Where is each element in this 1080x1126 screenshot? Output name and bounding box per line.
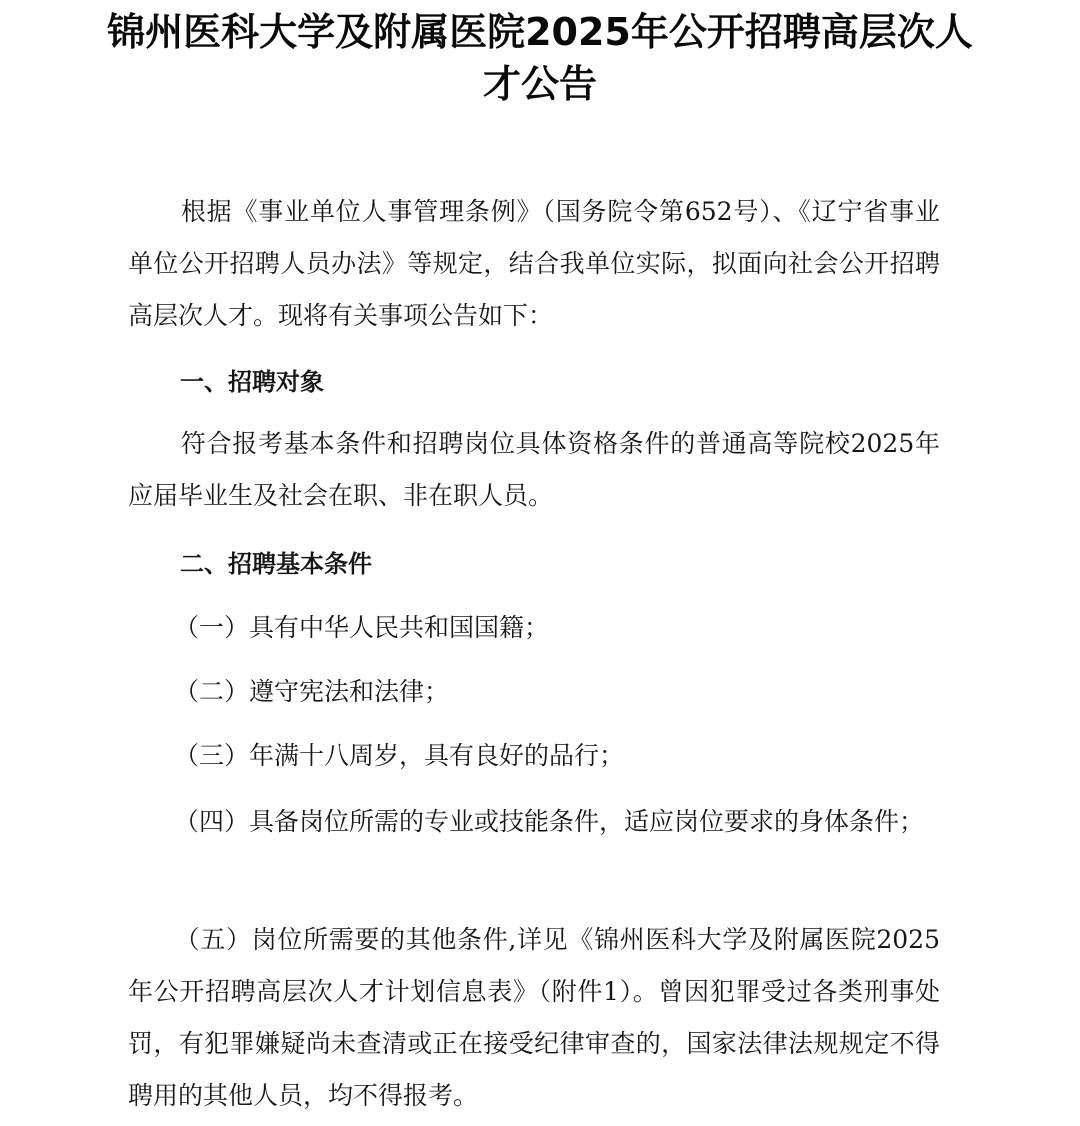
condition-item-4: [128, 796, 940, 848]
document-title-line-1: 锦州医科大学及附属医院2025年公开招聘高层次人: [107, 10, 973, 54]
recruitment-target-paragraph: [128, 418, 940, 522]
condition-item-3: [128, 730, 940, 782]
condition-item-1: [128, 602, 940, 654]
document-title-line-2: 才公告: [482, 62, 597, 106]
recruitment-target-text: 符合报考基本条件和招聘岗位具体资格条件的普通高等院校2025年应届毕业生及社会在职、非在职人员。: [128, 429, 940, 510]
condition-text-2: （二）遵守宪法和法律；: [174, 677, 450, 706]
intro-paragraph: [128, 186, 940, 342]
condition-text-4: （四）具备岗位所需的专业或技能条件，适应岗位要求的身体条件；: [174, 807, 925, 836]
section-heading-basic-conditions: 二、招聘基本条件: [180, 550, 372, 578]
condition-item-2: [128, 666, 940, 718]
condition-text-3: （三）年满十八周岁，具有良好的品行；: [174, 741, 625, 770]
condition-text-5: （五）岗位所需要的其他条件,详见《锦州医科大学及附属医院2025年公开招聘高层次人才计划信息表》（附件1）。曾因犯罪受过各类刑事处罚，有犯罪嫌疑尚未查清或正在接受纪律审查的，国家法律法规规定不得聘用的其他人员，均不得报考。: [128, 925, 940, 1110]
condition-text-1: （一）具有中华人民共和国国籍；: [174, 613, 550, 642]
intro-text: 根据《事业单位人事管理条例》（国务院令第652号）、《辽宁省事业单位公开招聘人员办法》等规定，结合我单位实际，拟面向社会公开招聘高层次人才。现将有关事项公告如下：: [128, 197, 940, 330]
condition-item-5: [128, 914, 940, 1122]
section-heading-recruitment-target: 一、招聘对象: [180, 368, 324, 396]
